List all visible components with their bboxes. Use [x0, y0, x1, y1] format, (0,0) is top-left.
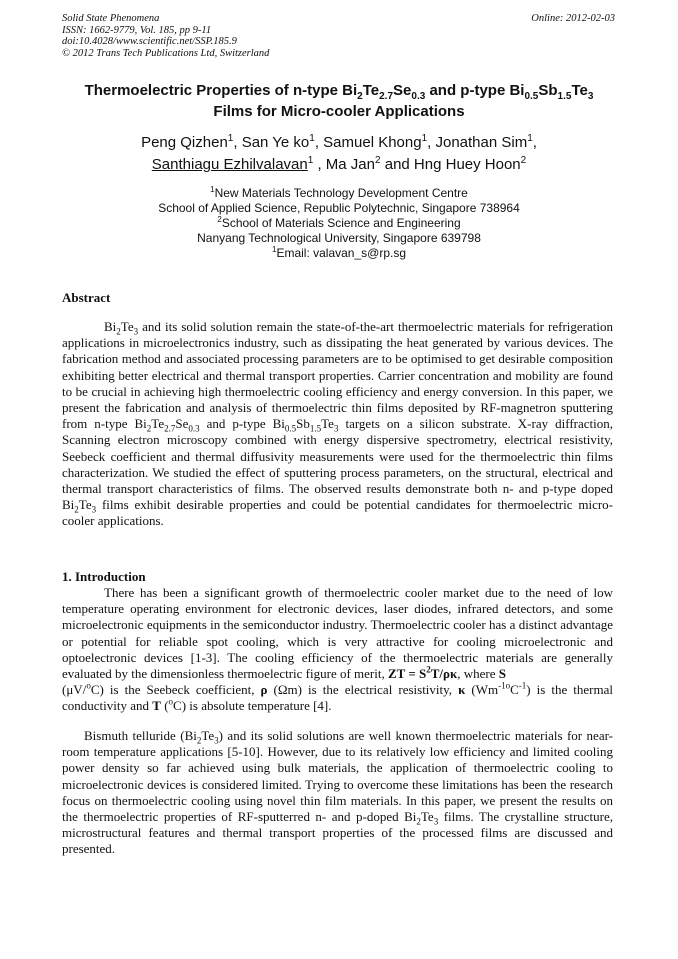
copyright-line: © 2012 Trans Tech Publications Ltd, Switzerland [62, 47, 270, 59]
issn-line: ISSN: 1662-9779, Vol. 185, pp 9-11 [62, 24, 212, 36]
introduction-paragraph-2: Bismuth telluride $(Bi_2Te_3)$ and its solid solutions are well known thermoelectric materials for near-room temperature applications [5-10]. However, due to its relatively low efficiency and limited cooling power density so far achieved using bulk materials, the application of thermoelectric cooling to microelectronic devices is considered limited. Trying to overcome these limitations has been the research focus on thermoelectric cooling using novel thin film materials. In this paper, we present the results on the thermoelectric properties of RF-sputterred n- and p-doped $Bi_2Te_3$ films. The crystalline structure, microstructural features and thermal transport properties of the processed films are discussed and presented. [62, 728, 613, 857]
affiliation-2: $^2$School of Materials Science and Engineering [217, 215, 461, 230]
affiliation-1-school: School of Applied Science, Republic Polytechnic, Singapore 738964 [158, 201, 520, 215]
affiliation-1: $^1$New Materials Technology Development Centre [210, 185, 468, 200]
abstract-heading: Abstract [62, 290, 111, 305]
paper-title: Thermoelectric Properties of n-type $Bi_2Te_{2.7}Se_{0.3}$ and p-type $Bi_{0.5}Sb_{1.5}Te_3$ Films for Micro-cooler Applications [84, 82, 594, 120]
introduction-heading: 1. Introduction [62, 569, 146, 584]
contact-email: $^1$Email: valavan_s@rp.sg [271, 245, 407, 260]
journal-name: Solid State Phenomena [62, 13, 160, 24]
corresponding-author: Santhiagu Ezhilvalavan [151, 156, 308, 173]
introduction-paragraph-1: There has been a significant growth of thermoelectric cooler market due to the need of low temperature operating environment for electronic devices, laser diodes, infrared detectors, and some microelectronic equipments in the semiconductor industry. Thermoelectric cooler has a distinct advantage or potential for reliable spot cooling, which is very attractive for cooling microelectronic and optoelectronic devices [1-3]. The cooling efficiency of the thermoelectric materials are generally evaluated by the dimensionless thermoelectric figure of merit, ZT = $S^2T/\rho\kappa$, where S (μV/$^o$C) is the Seebeck coefficient, ρ (Ωm) is the electrical resistivity, κ $(Wm^{-1o}C^{-1})$ is the thermal conductivity and T ($^o$C) is absolute temperature [4]. [62, 585, 614, 714]
author-list: Peng Qizhen$^1$, San Ye $ko^1$, Samuel Khong$^1$, Jonathan Sim$^1$, Santhiagu Ezhilvalavan$^1$ , Ma Jan$^2$ and Hng Huey Hoon$^2$ [141, 133, 537, 173]
abstract-body: $Bi_2Te_3$ and its solid solution remain the state-of-the-art thermoelectric materials for refrigeration applications in microelectronics industry, such as dissipating the heat generated by various devices. The fabrication method and associated processing parameters are to be optimised to get desirable composition exhibiting better electrical and thermal transport properties. Carrier concentration and mobility are found to be crucial in achieving high thermoelectric cooling efficiency and energy conversion. In this paper, we present the fabrication and analysis of thermoelectric thin films deposited by RF-magnetron sputtering from n-type $Bi_2Te_{2.7}Se_{0.3}$ and p-type $Bi_{0.5}Sb_{1.5}Te_3$ targets on a silicon substrate. X-ray diffraction, Scanning electron microscopy combined with energy dispersive spectrometry, electrical resistivity, Seebeck coefficient and thermal diffusivity measurements were used for the thermoelectric thin films characterization. We studied the effect of sputtering process parameters, on the structural, electrical and thermal transport characteristics of films. The observed results demonstrate both n- and p-type doped $Bi_2Te_3$ films exhibit desirable properties and could be potential candidates for thermoelectric micro-cooler applications. [62, 319, 613, 529]
affiliations [40, 186, 638, 261]
journal-header [62, 13, 615, 59]
affiliation-2-university: Nanyang Technological University, Singapore 639798 [197, 231, 481, 245]
online-date: Online: 2012-02-03 [531, 13, 615, 24]
doi-line: doi:10.4028/www.scientific.net/SSP.185.9 [62, 36, 237, 47]
